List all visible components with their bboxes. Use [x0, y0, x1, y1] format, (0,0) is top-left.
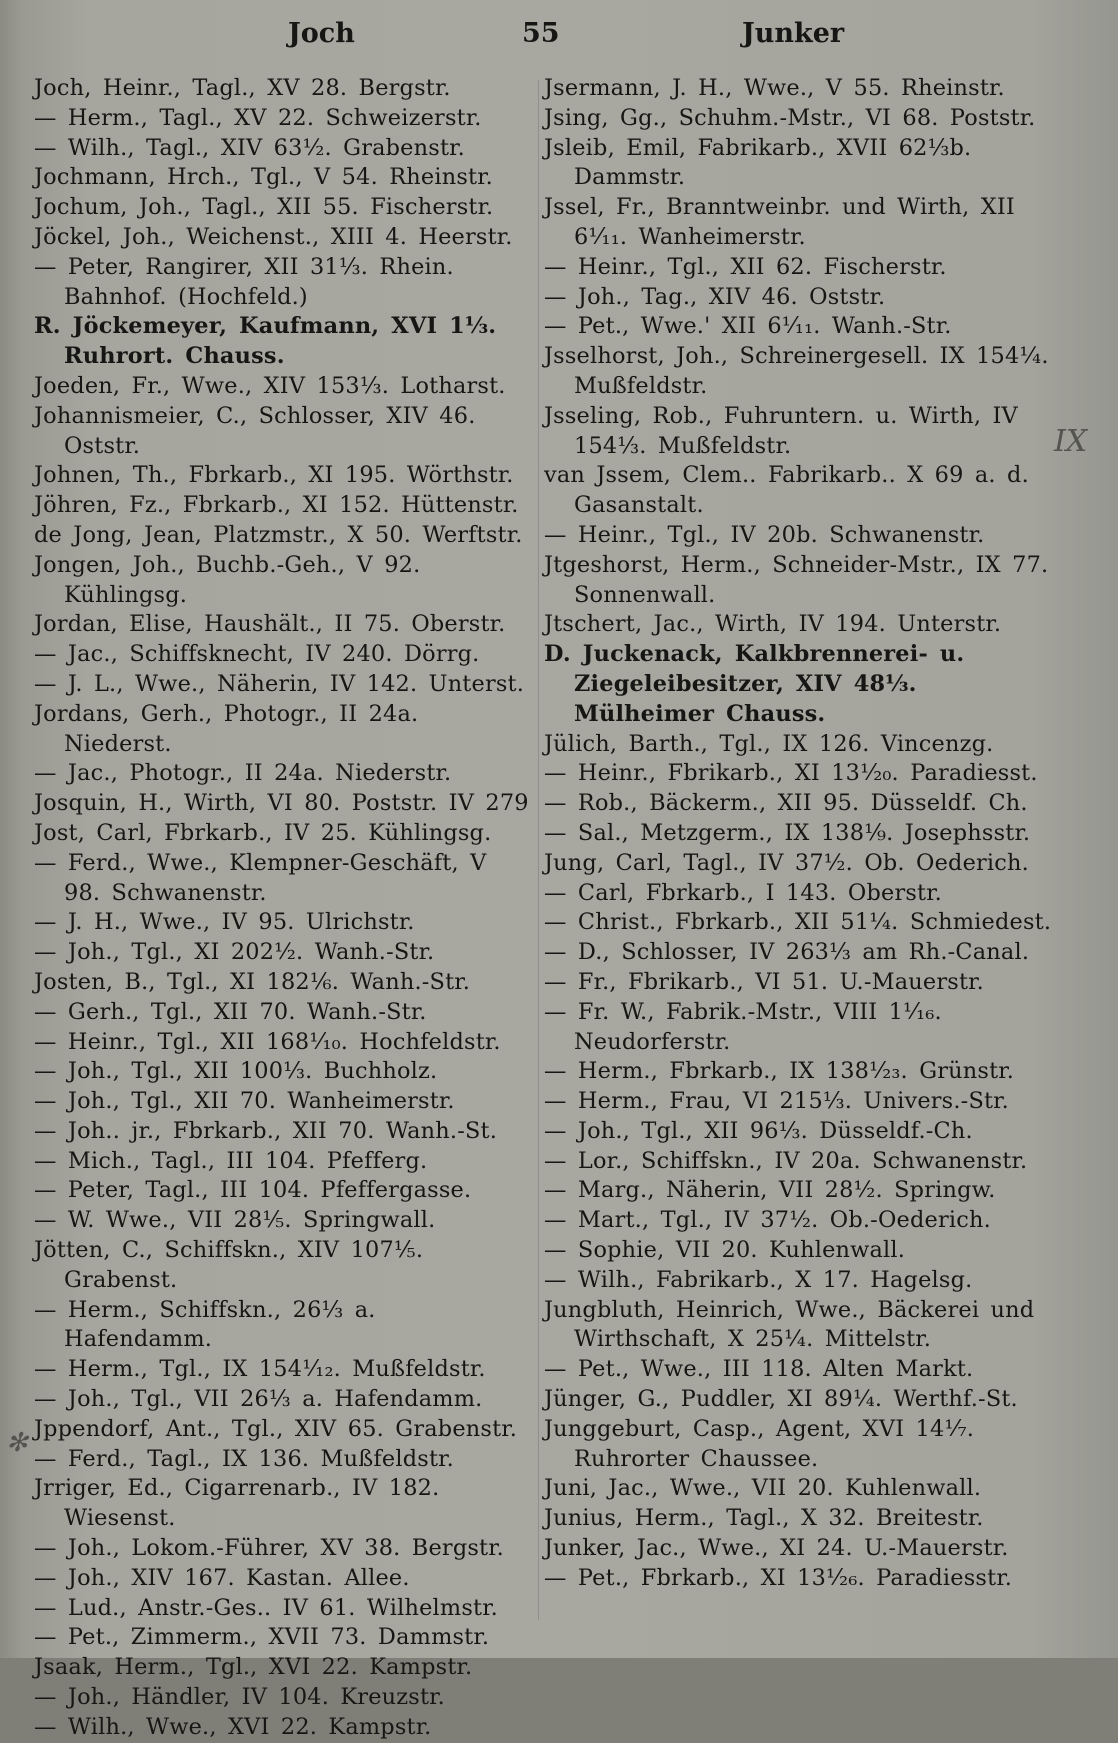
- header-last-name: Junker: [742, 18, 845, 49]
- directory-entry: — Herm., Frau, VI 215⅓. Univers.-Str.: [544, 1088, 1009, 1115]
- directory-entry: — Ferd., Wwe., Klempner-Geschäft, V 98. Schwanenstr.: [34, 849, 487, 906]
- directory-entry: Junius, Herm., Tagl., X 32. Breitestr.: [544, 1505, 984, 1532]
- directory-entry: — Joh., Tgl., VII 26⅓ a. Hafendamm.: [34, 1386, 483, 1413]
- directory-entry: Jsermann, J. H., Wwe., V 55. Rheinstr.: [544, 75, 1005, 101]
- directory-entry: Johnen, Th., Fbrkarb., XI 195. Wörthstr.: [34, 462, 514, 489]
- directory-entry: — Joh., Händler, IV 104. Kreuzstr.: [34, 1684, 445, 1711]
- directory-entry: Jung, Carl, Tagl., IV 37½. Ob. Oederich.: [544, 849, 1029, 876]
- directory-entry: — Lor., Schiffskn., IV 20a. Schwanenstr.: [544, 1147, 1028, 1174]
- directory-entry: D. Juckenack, Kalkbrennerei- u. Ziegeleibesitzer, XIV 48⅓. Mülheimer Chauss.: [544, 641, 965, 727]
- directory-entry: — Fr. W., Fabrik.-Mstr., VIII 1¹⁄₁₆. Neudorferstr.: [544, 998, 942, 1055]
- directory-entry: — Lud., Anstr.-Ges.. IV 61. Wilhelmstr.: [34, 1594, 498, 1621]
- directory-entry: — Ferd., Tagl., IX 136. Mußfeldstr.: [34, 1445, 454, 1472]
- directory-entry: — Christ., Fbrkarb., XII 51¼. Schmiedest.: [544, 909, 1052, 936]
- directory-entry: Josten, B., Tgl., XI 182⅙. Wanh.-Str.: [34, 968, 471, 995]
- directory-entry: — Jac., Schiffsknecht, IV 240. Dörrg.: [34, 641, 480, 668]
- directory-entry: Jordan, Elise, Haushält., II 75. Oberstr.: [34, 611, 506, 638]
- directory-entry: — Joh.. jr., Fbrkarb., XII 70. Wanh.-St.: [34, 1117, 498, 1144]
- directory-entry: Jsselhorst, Joh., Schreinergesell. IX 154¼. Mußfeldstr.: [544, 343, 1049, 399]
- directory-entry: Jrriger, Ed., Cigarrenarb., IV 182. Wiesenst.: [34, 1475, 440, 1532]
- directory-entry: Joch, Heinr., Tagl., XV 28. Bergstr.: [34, 75, 451, 101]
- directory-entry: — Pet., Wwe., III 118. Alten Markt.: [544, 1356, 974, 1383]
- directory-entry: — Gerh., Tgl., XII 70. Wanh.-Str.: [34, 998, 427, 1025]
- directory-entry: — Joh., Tgl., XII 100⅓. Buchholz.: [34, 1058, 438, 1085]
- directory-entry: Jöckel, Joh., Weichenst., XIII 4. Heerstr.: [34, 223, 513, 250]
- directory-entry: de Jong, Jean, Platzmstr., X 50. Werftstr.: [34, 521, 523, 548]
- directory-entry: van Jssem, Clem.. Fabrikarb.. X 69 a. d. Gasanstalt.: [544, 462, 1029, 519]
- directory-entry: — Heinr., Tgl., IV 20b. Schwanenstr.: [544, 521, 985, 548]
- directory-entry: — Jac., Photogr., II 24a. Niederstr.: [34, 760, 452, 787]
- directory-entry: Junggeburt, Casp., Agent, XVI 14¹⁄₇. Ruhrorter Chaussee.: [544, 1415, 975, 1472]
- directory-entry: — Heinr., Tgl., XII 168¹⁄₁₀. Hochfeldstr.: [34, 1028, 501, 1055]
- directory-entry: Jsseling, Rob., Fuhruntern. u. Wirth, IV 154⅓. Mußfeldstr.: [544, 402, 1018, 459]
- directory-entry: — Sal., Metzgerm., IX 138⅑. Josephsstr.: [544, 819, 1031, 846]
- directory-entry: Jtschert, Jac., Wirth, IV 194. Unterstr.: [544, 611, 1002, 638]
- directory-entry: Jochum, Joh., Tagl., XII 55. Fischerstr.: [34, 194, 494, 221]
- directory-entry: — Joh., Tgl., XII 96⅓. Düsseldf.-Ch.: [544, 1117, 973, 1144]
- directory-entry: — Joh., Lokom.-Führer, XV 38. Bergstr.: [34, 1535, 504, 1562]
- directory-entry: — Peter, Tagl., III 104. Pfeffergasse.: [34, 1177, 472, 1204]
- directory-entry: — Pet., Wwe.' XII 6¹⁄₁₁. Wanh.-Str.: [544, 313, 952, 340]
- directory-entry: — J. H., Wwe., IV 95. Ulrichstr.: [34, 909, 415, 936]
- directory-entry: — J. L., Wwe., Näherin, IV 142. Unterst.: [34, 670, 525, 697]
- directory-entry: Junker, Jac., Wwe., XI 24. U.-Mauerstr.: [544, 1535, 1009, 1562]
- directory-entry: Jsing, Gg., Schuhm.-Mstr., VI 68. Poststr.: [544, 104, 1036, 131]
- directory-entry: — Joh., Tag., XIV 46. Oststr.: [544, 283, 886, 310]
- directory-entry: Jppendorf, Ant., Tgl., XIV 65. Grabenstr.: [34, 1415, 518, 1442]
- directory-entry: Jungbluth, Heinrich, Wwe., Bäckerei und Wirthschaft, X 25¼. Mittelstr.: [544, 1296, 1035, 1353]
- directory-entry: Jülich, Barth., Tgl., IX 126. Vincenzg.: [544, 730, 994, 757]
- directory-entry: — Peter, Rangirer, XII 31⅓. Rhein. Bahnhof. (Hochfeld.): [34, 253, 454, 310]
- directory-entry: Jtgeshorst, Herm., Schneider-Mstr., IX 77. Sonnenwall.: [544, 551, 1049, 608]
- directory-entry: — Mart., Tgl., IV 37½. Ob.-Oederich.: [544, 1207, 991, 1234]
- directory-entry: — W. Wwe., VII 28⅕. Springwall.: [34, 1207, 436, 1234]
- directory-entry: Joeden, Fr., Wwe., XIV 153⅓. Lotharst.: [34, 372, 506, 399]
- directory-entry: Josquin, H., Wirth, VI 80. Poststr. IV 279: [34, 790, 529, 817]
- directory-entry: — Herm., Tagl., XV 22. Schweizerstr.: [34, 104, 482, 131]
- directory-entry: Johannismeier, C., Schlosser, XIV 46. Oststr.: [34, 402, 476, 459]
- directory-entry: Jöhren, Fz., Fbrkarb., XI 152. Hüttenstr.: [34, 492, 519, 519]
- directory-entry: Jssel, Fr., Branntweinbr. und Wirth, XII 6¹⁄₁₁. Wanheimerstr.: [544, 194, 1015, 250]
- directory-entry: — Fr., Fbrikarb., VI 51. U.-Mauerstr.: [544, 968, 984, 995]
- directory-entry: — Herm., Fbrkarb., IX 138¹⁄₂₃. Grünstr.: [544, 1058, 1015, 1085]
- directory-entry: — Pet., Fbrkarb., XI 13¹⁄₂₆. Paradiesstr.: [544, 1564, 1013, 1591]
- directory-entry: — Heinr., Tgl., XII 62. Fischerstr.: [544, 253, 947, 280]
- directory-entry: — Herm., Schiffskn., 26⅓ a. Hafendamm.: [34, 1296, 376, 1353]
- directory-entry: — Marg., Näherin, VII 28½. Springw.: [544, 1177, 996, 1204]
- directory-entry: R. Jöckemeyer, Kaufmann, XVI 1⅓. Ruhrort. Chauss.: [34, 313, 497, 370]
- directory-entry: — Wilh., Wwe., XVI 22. Kampstr.: [34, 1713, 432, 1740]
- directory-entry: — Sophie, VII 20. Kuhlenwall.: [544, 1237, 906, 1264]
- column-divider: [538, 80, 539, 1620]
- directory-entry: Jochmann, Hrch., Tgl., V 54. Rheinstr.: [34, 164, 493, 191]
- directory-entry: — Joh., XIV 167. Kastan. Allee.: [34, 1564, 410, 1591]
- margin-note-right: IX: [1054, 424, 1088, 459]
- page-header: [0, 18, 1118, 58]
- directory-entry: Jötten, C., Schiffskn., XIV 107⅕. Grabenst.: [34, 1237, 424, 1293]
- directory-entry: Jongen, Joh., Buchb.-Geh., V 92. Kühlingsg.: [34, 551, 421, 608]
- right-column: [544, 74, 1052, 1634]
- directory-entry: — Joh., Tgl., XII 70. Wanheimerstr.: [34, 1088, 455, 1115]
- directory-entry: — Carl, Fbrkarb., I 143. Oberstr.: [544, 879, 942, 906]
- directory-entry: — D., Schlosser, IV 263⅓ am Rh.-Canal.: [544, 939, 1030, 966]
- left-column: [34, 74, 534, 1740]
- directory-entry: Jsaak, Herm., Tgl., XVI 22. Kampstr.: [34, 1654, 473, 1681]
- margin-note-left: ✻: [6, 1428, 28, 1458]
- directory-entry: Juni, Jac., Wwe., VII 20. Kuhlenwall.: [544, 1475, 982, 1502]
- directory-entry: Jsleib, Emil, Fabrikarb., XVII 62⅓b. Dammstr.: [544, 134, 972, 191]
- directory-entry: — Wilh., Tagl., XIV 63½. Grabenstr.: [34, 134, 465, 161]
- directory-entry: — Heinr., Fbrikarb., XI 13¹⁄₂₀. Paradiesst.: [544, 760, 1038, 787]
- directory-entry: — Pet., Zimmerm., XVII 73. Dammstr.: [34, 1624, 490, 1651]
- directory-entry: — Wilh., Fabrikarb., X 17. Hagelsg.: [544, 1266, 973, 1293]
- directory-entry: — Herm., Tgl., IX 154¹⁄₁₂. Mußfeldstr.: [34, 1356, 486, 1383]
- page-number: 55: [522, 18, 560, 49]
- directory-entry: Jost, Carl, Fbrkarb., IV 25. Kühlingsg.: [34, 819, 492, 846]
- directory-entry: Jordans, Gerh., Photogr., II 24a. Niederst.: [34, 700, 419, 757]
- directory-entry: Jünger, G., Puddler, XI 89¼. Werthf.-St.: [544, 1386, 1018, 1413]
- header-first-name: Joch: [288, 18, 355, 49]
- directory-entry: — Rob., Bäckerm., XII 95. Düsseldf. Ch.: [544, 790, 1028, 817]
- directory-entry: — Mich., Tagl., III 104. Pfefferg.: [34, 1147, 428, 1174]
- directory-entry: — Joh., Tgl., XI 202½. Wanh.-Str.: [34, 939, 435, 966]
